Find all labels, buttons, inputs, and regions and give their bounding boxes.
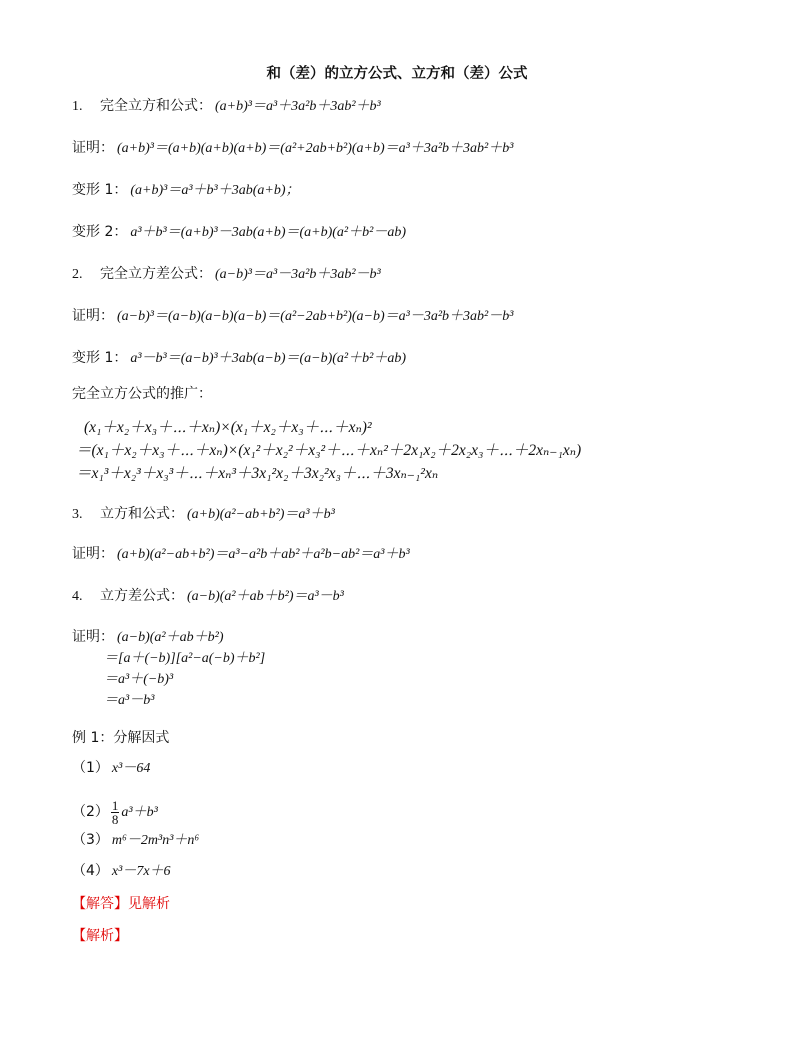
section-1-variant-2 — [72, 222, 406, 243]
example-item — [72, 796, 158, 829]
page-title: 和（差）的立方公式、立方和（差）公式 — [266, 66, 528, 82]
section-2-number: 2. — [72, 267, 83, 282]
section-2 — [72, 264, 381, 285]
example-item — [72, 861, 171, 882]
section-1-variant-2-formula: a³＋b³＝(a+b)³－3ab(a+b)＝(a+b)(a²＋b²－ab) — [130, 225, 406, 240]
section-3-label: 立方和公式： — [100, 506, 184, 522]
section-3-proof — [72, 544, 410, 565]
section-4-proof-line: ＝a³－b³ — [104, 693, 155, 708]
section-1-proof-label: 证明： — [72, 140, 114, 156]
section-3-formula: (a+b)(a²−ab+b²)＝a³＋b³ — [187, 507, 335, 522]
analysis-label: 【解析】 — [72, 928, 128, 944]
section-1-proof — [72, 138, 513, 159]
section-4-proof-line: (a−b)(a²＋ab＋b²) — [117, 630, 224, 645]
example-item-number: （3） — [72, 832, 109, 848]
section-2-label: 完全立方差公式： — [100, 266, 212, 282]
section-4-proof-line: ＝[a＋(−b)][a²−a(−b)＋b²] — [104, 651, 266, 666]
fraction — [111, 799, 120, 826]
section-1-proof-formula: (a+b)³＝(a+b)(a+b)(a+b)＝(a²+2ab+b²)(a+b)＝a³＋3a²b＋3ab²＋b³ — [117, 141, 514, 156]
example-item — [72, 830, 199, 851]
section-2-proof-label: 证明： — [72, 308, 114, 324]
section-4-proof-label: 证明： — [72, 629, 114, 645]
generalization-label: 完全立方公式的推广： — [72, 386, 212, 402]
section-3-proof-label: 证明： — [72, 546, 114, 562]
generalization-line: ＝x₁³＋x₂³＋x₃³＋⋯＋xₙ³＋3x₁²x₂＋3x₂²x₃＋⋯＋3xₙ₋₁²xₙ — [76, 465, 439, 482]
example-item — [72, 758, 150, 779]
generalization-line: (x₁＋x₂＋x₃＋⋯＋xₙ)×(x₁＋x₂＋x₃＋⋯＋xₙ)² — [84, 419, 372, 436]
example-item-formula: x³－64 — [111, 761, 151, 776]
section-1-label: 完全立方和公式： — [100, 98, 212, 114]
section-2-proof — [72, 306, 513, 327]
section-4-label: 立方差公式： — [100, 588, 184, 604]
generalization-line: ＝(x₁＋x₂＋x₃＋⋯＋xₙ)×(x₁²＋x₂²＋x₃²＋⋯＋xₙ²＋2x₁x₂＋2x₂x₃＋⋯＋2xₙ₋₁xₙ) — [76, 442, 582, 459]
example-item-number: （2） — [72, 804, 109, 820]
example-item-formula: a³＋b³ — [121, 805, 158, 820]
section-1 — [72, 96, 381, 117]
section-4-proof-line: ＝a³＋(−b)³ — [104, 672, 174, 687]
section-1-variant-2-label: 变形 2： — [72, 224, 128, 240]
section-3-proof-formula: (a+b)(a²−ab+b²)＝a³−a²b＋ab²＋a²b−ab²＝a³＋b³ — [117, 547, 410, 562]
section-2-variant-1-formula: a³－b³＝(a−b)³＋3ab(a−b)＝(a−b)(a²＋b²＋ab) — [130, 351, 406, 366]
section-3-number: 3. — [72, 507, 83, 522]
example-item-number: （1） — [72, 760, 109, 776]
section-4-number: 4. — [72, 589, 83, 604]
section-2-variant-1-label: 变形 1： — [72, 350, 128, 366]
example-item-formula: m⁶－2m³n³＋n⁶ — [111, 833, 200, 848]
section-4-formula: (a−b)(a²＋ab＋b²)＝a³－b³ — [187, 589, 344, 604]
section-2-variant-1 — [72, 348, 406, 369]
section-1-number: 1. — [72, 99, 83, 114]
answer-label: 【解答】见解析 — [72, 896, 170, 912]
section-1-variant-1-formula: (a+b)³＝a³＋b³＋3ab(a+b)； — [130, 183, 300, 198]
fraction-denominator: 8 — [111, 811, 119, 827]
example-item-formula: x³－7x＋6 — [111, 864, 171, 879]
section-4-proof — [72, 627, 224, 648]
section-1-formula: (a+b)³＝a³＋3a²b＋3ab²＋b³ — [215, 99, 381, 114]
example-item-number: （4） — [72, 863, 109, 879]
example-label: 例 1：分解因式 — [72, 730, 170, 746]
section-1-variant-1-label: 变形 1： — [72, 182, 128, 198]
section-3 — [72, 504, 335, 525]
section-1-variant-1 — [72, 180, 300, 201]
section-4 — [72, 586, 344, 607]
fraction-numerator: 1 — [111, 797, 119, 813]
section-2-formula: (a−b)³＝a³－3a²b＋3ab²－b³ — [215, 267, 381, 282]
section-2-proof-formula: (a−b)³＝(a−b)(a−b)(a−b)＝(a²−2ab+b²)(a−b)＝a³－3a²b＋3ab²－b³ — [117, 309, 514, 324]
